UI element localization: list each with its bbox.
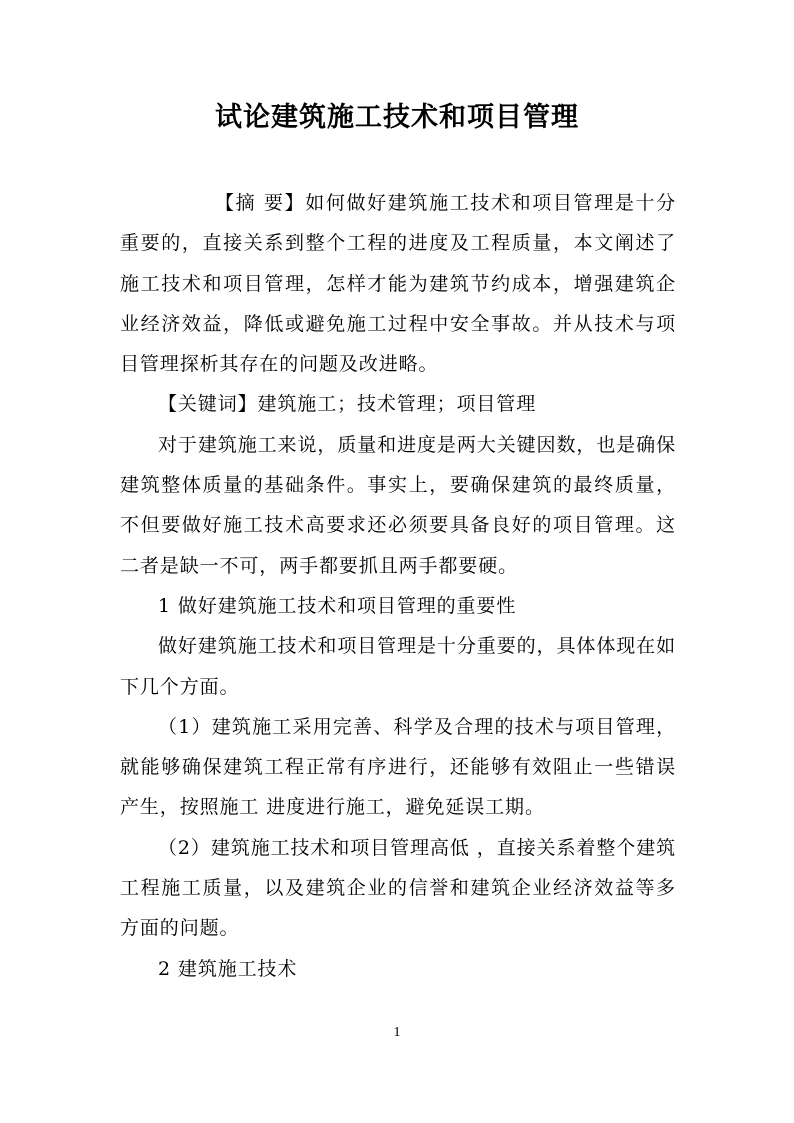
page-number: 1 bbox=[393, 1025, 401, 1040]
list-item-1: （1）建筑施工采用完善、科学及合理的技术与项目管理，就能够确保建筑工程正常有序进行，还能够有效阻止一些错误产生，按照施工 进度进行施工，避免延误工期。 bbox=[120, 715, 676, 819]
keywords-paragraph: 【关键词】建筑施工；技术管理；项目管理 bbox=[158, 393, 537, 416]
list-item-2: （2）建筑施工技术和项目管理高低 ，直接关系着整个建筑工程施工质量，以及建筑企业的信誉和建筑企业经济效益等多方面的问题。 bbox=[120, 836, 676, 940]
body-paragraph: 做好建筑施工技术和项目管理是十分重要的，具体体现在如下几个方面。 bbox=[120, 635, 676, 698]
abstract-paragraph: 【摘 要】如何做好建筑施工技术和项目管理是十分重要的，直接关系到整个工程的进度及工程质量，本文阐述了施工技术和项目管理，怎样才能为建筑节约成本，增强建筑企业经济效益，降低或避免施工过程中安全事故。并从技术与项目管理探析其存在的问题及改进略。 bbox=[120, 192, 676, 376]
document-body bbox=[120, 183, 676, 989]
section-heading-2: 2 建筑施工技术 bbox=[158, 957, 298, 980]
section-heading-1: 1 做好建筑施工技术和项目管理的重要性 bbox=[158, 594, 517, 617]
document-title: 试论建筑施工技术和项目管理 bbox=[215, 102, 579, 133]
intro-paragraph: 对于建筑施工来说，质量和进度是两大关键因数，也是确保建筑整体质量的基础条件。事实上，要确保建筑的最终质量，不但要做好施工技术高要求还必须要具备良好的项目管理。这二者是缺一不可，两手都要抓且两手都要硬。 bbox=[120, 433, 676, 577]
